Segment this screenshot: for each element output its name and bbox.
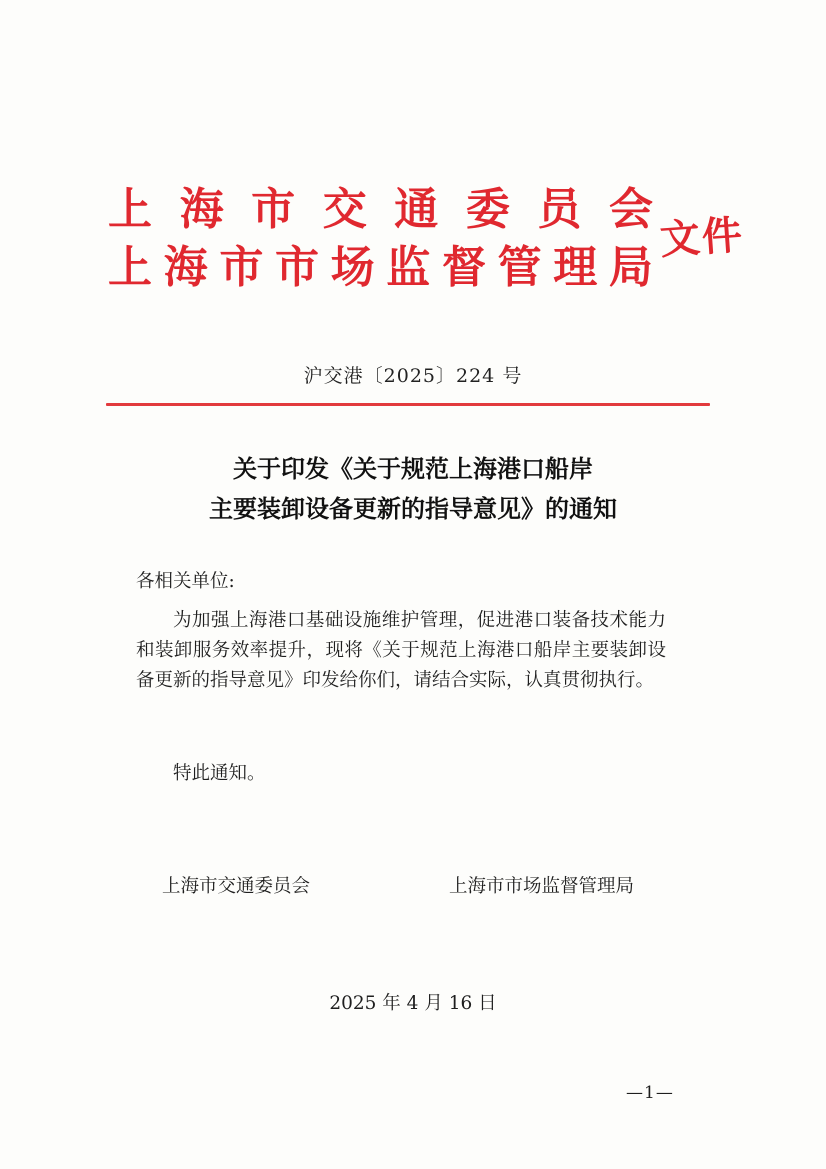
- issuer-char: 市: [251, 184, 296, 235]
- document-number: 沪交港〔2025〕224 号: [303, 365, 523, 387]
- issuer-char: 监: [386, 242, 431, 293]
- issuer-char: 员: [537, 184, 582, 235]
- issuer-char: 管: [497, 242, 542, 293]
- salutation: 各相关单位:: [136, 571, 235, 592]
- issuer-char: 交: [322, 184, 367, 235]
- red-divider-line: [106, 403, 710, 406]
- issuer-char: 场: [330, 242, 375, 293]
- issuer-char: 理: [553, 242, 598, 293]
- body-paragraph-2: 特此通知。: [173, 763, 266, 784]
- body-paragraph-1: 为加强上海港口基础设施维护管理，促进港口装备技术能力和装卸服务效率提升，现将《关于规范上海港口船岸主要装卸设备更新的指导意见》印发给你们，请结合实际，认真贯彻执行。: [136, 610, 666, 691]
- issuer-char: 市: [219, 242, 264, 293]
- issuer-char: 市: [274, 242, 319, 293]
- issuer-char: 海: [163, 242, 208, 293]
- document-type-label: 文件: [658, 212, 746, 264]
- document-title-line-2: 主要装卸设备更新的指导意见》的通知: [209, 495, 617, 523]
- issuer-line-1: [108, 184, 653, 236]
- issuer-char: 督: [441, 242, 486, 293]
- issuer-line-2: [108, 242, 653, 294]
- issuer-char: 海: [179, 184, 224, 235]
- issuer-char: 会: [608, 184, 653, 235]
- signature-right: 上海市市场监督管理局: [449, 876, 635, 897]
- page-number: —1—: [626, 1083, 674, 1103]
- issuing-agencies: [108, 180, 668, 298]
- signature-left: 上海市交通委员会: [162, 876, 311, 897]
- issuer-char: 通: [394, 184, 439, 235]
- issuer-char: 委: [465, 184, 510, 235]
- issuer-char: 上: [108, 242, 152, 293]
- document-title-line-1: 关于印发《关于规范上海港口船岸: [233, 455, 593, 483]
- issue-date: 2025 年 4 月 16 日: [329, 993, 497, 1014]
- issuer-char: 局: [608, 242, 653, 293]
- issuer-char: 上: [108, 184, 152, 235]
